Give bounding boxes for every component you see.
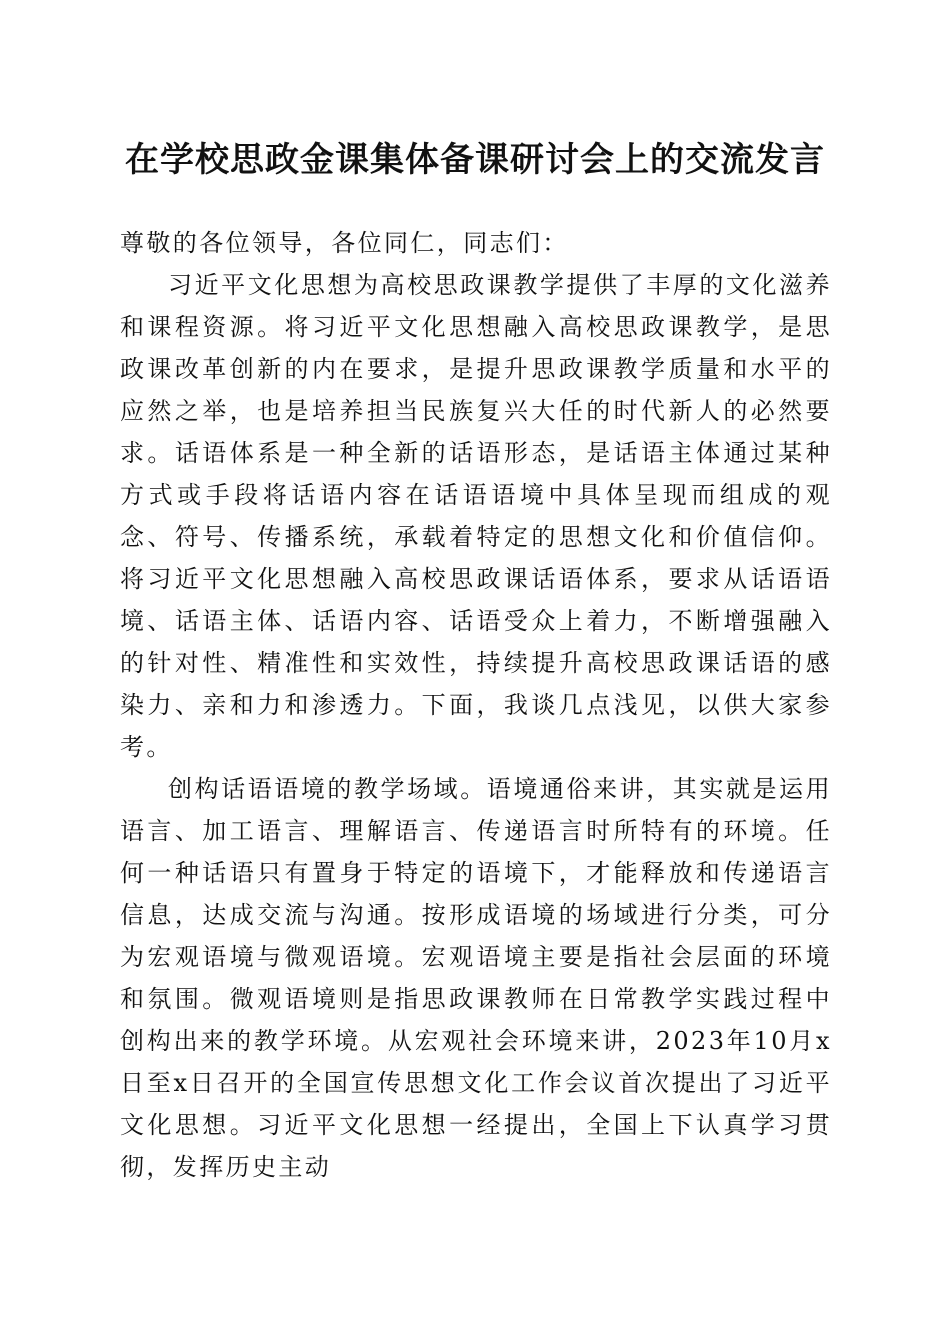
document-body xyxy=(120,222,832,1188)
paragraph-intro: 习近平文化思想为高校思政课教学提供了丰厚的文化滋养和课程资源。将习近平文化思想融入高校思政课教学，是思政课改革创新的内在要求，是提升思政课教学质量和水平的应然之举，也是培养担当民族复兴大任的时代新人的必然要求。话语体系是一种全新的话语形态，是话语主体通过某种方式或手段将话语内容在话语语境中具体呈现而组成的观念、符号、传播系统，承载着特定的思想文化和价值信仰。将习近平文化思想融入高校思政课话语体系，要求从话语语境、话语主体、话语内容、话语受众上着力，不断增强融入的针对性、精准性和实效性，持续提升高校思政课话语的感染力、亲和力和渗透力。下面，我谈几点浅见，以供大家参考。 xyxy=(120,271,832,761)
paragraph-context: 创构话语语境的教学场域。语境通俗来讲，其实就是运用语言、加工语言、理解语言、传递语言时所特有的环境。任何一种话语只有置身于特定的语境下，才能释放和传递语言信息，达成交流与沟通。按形成语境的场域进行分类，可分为宏观语境与微观语境。宏观语境主要是指社会层面的环境和氛围。微观语境则是指思政课教师在日常教学实践过程中创构出来的教学环境。从宏观社会环境来讲，2023年10月x日至x日召开的全国宣传思想文化工作会议首次提出了习近平文化思想。习近平文化思想一经提出，全国上下认真学习贯彻，发挥历史主动 xyxy=(120,775,832,1181)
greeting-line: 尊敬的各位领导，各位同仁，同志们： xyxy=(120,229,569,257)
document-title: 在学校思政金课集体备课研讨会上的交流发言 xyxy=(125,140,825,180)
